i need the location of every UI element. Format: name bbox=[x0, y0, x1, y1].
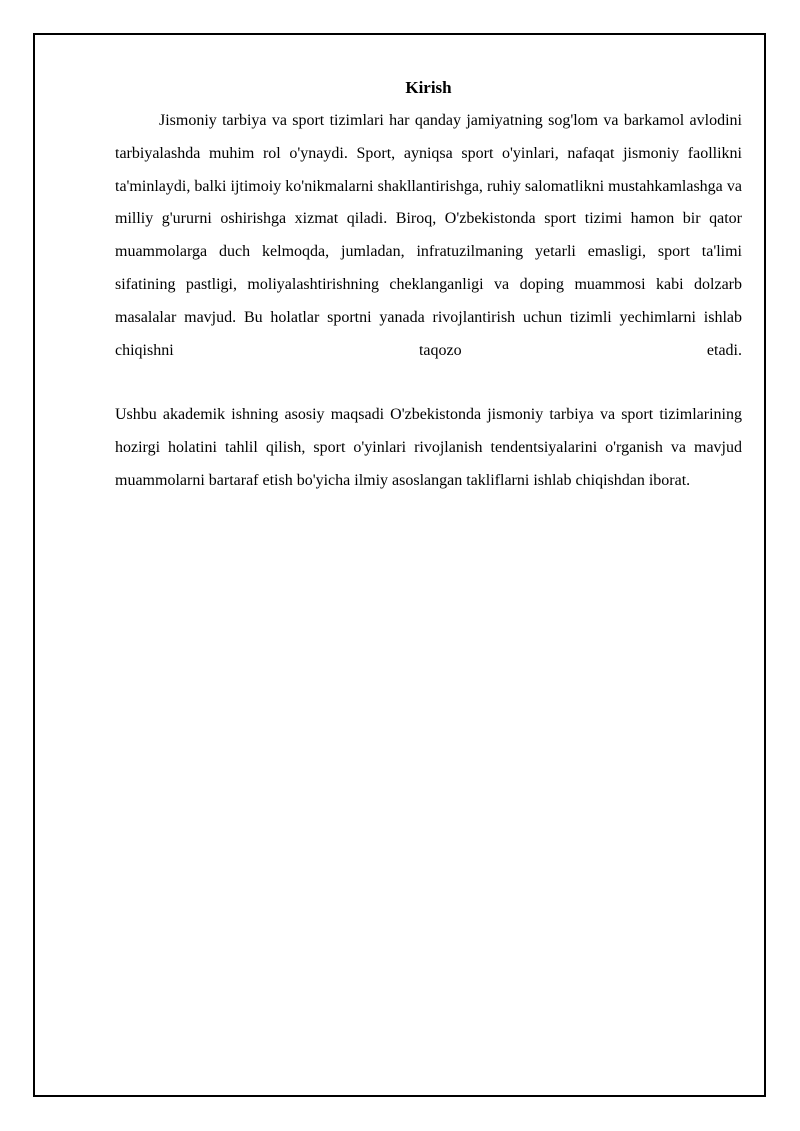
document-body bbox=[115, 75, 742, 498]
paragraph-aim: Ushbu akademik ishning asosiy maqsadi O'zbekistonda jismoniy tarbiya va sport tizimlarining hozirgi holatini tahlil qilish, sport o'yinlari rivojlanish tendentsiyalarini o'rganish va mavjud muammolarni bartaraf etish bo'yicha ilmiy asoslangan takliflarni ishlab chiqishdan iborat. bbox=[115, 406, 742, 489]
paragraph-intro: Jismoniy tarbiya va sport tizimlari har qanday jamiyatning sog'lom va barkamol avlodini tarbiyalashda muhim rol o'ynaydi. Sport, ayniqsa sport o'yinlari, nafaqat jismoniy faollikni ta'minlaydi, balki ijtimoiy ko'nikmalarni shakllantirishga, ruhiy salomatlikni mustahkamlashga va milliy g'ururni oshirishga xizmat qiladi. Biroq, O'zbekistonda sport tizimi hamon bir qator muammolarga duch kelmoqda, jumladan, infratuzilmaning yetarli emasligi, sport ta'limi sifatining pastligi, moliyalashtirishning cheklanganligi va doping muammosi kabi dolzarb masalalar mavjud. Bu holatlar sportni yanada rivojlantirish uchun tizimli yechimlarni ishlab chiqishni taqozo etadi. bbox=[115, 112, 742, 359]
document-title: Kirish bbox=[405, 78, 452, 97]
